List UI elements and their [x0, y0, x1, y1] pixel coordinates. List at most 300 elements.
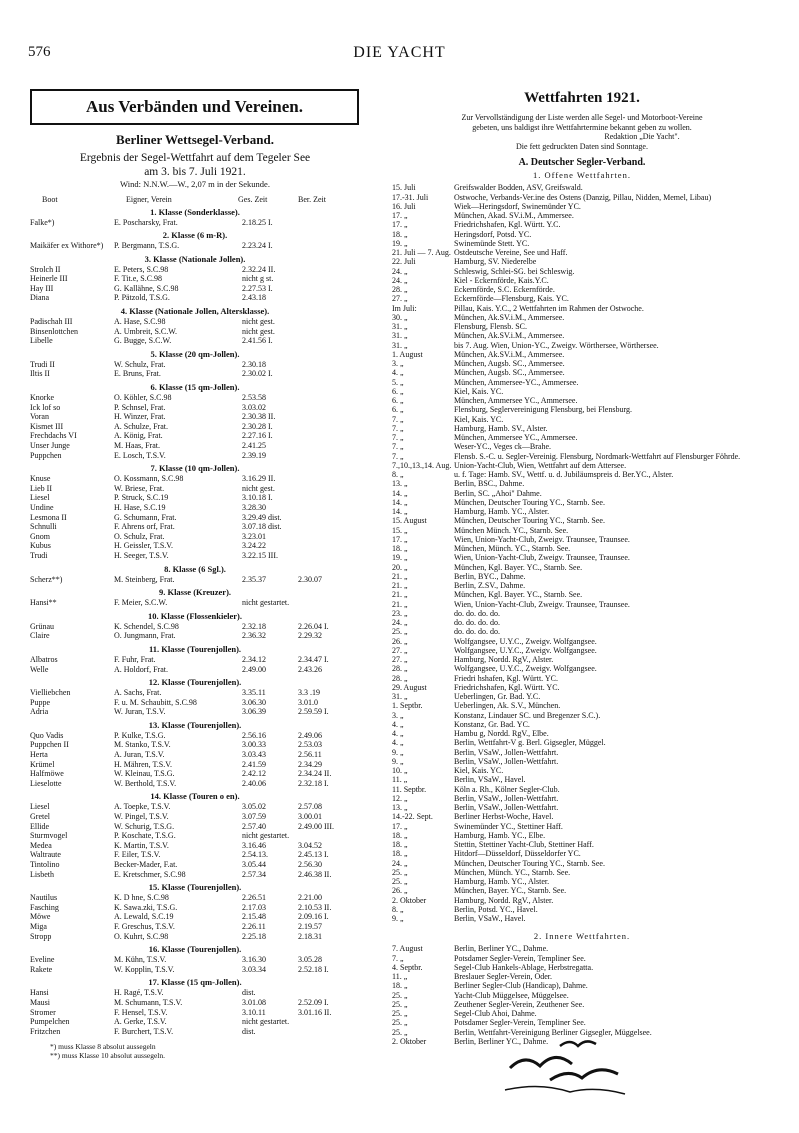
boat-name: Liesel — [30, 802, 50, 812]
boat-name: Maikäfer ex Withore*) — [30, 241, 104, 251]
event-row — [392, 526, 772, 535]
event-row — [392, 405, 772, 414]
owner-club: E. Bruns, Frat. — [114, 369, 161, 379]
event-desc: Greifswalder Bodden, ASV, Greifswald. — [454, 183, 583, 193]
event-row — [392, 350, 772, 359]
owner-club: A. Holdorf, Frat. — [114, 664, 168, 674]
event-date: 18. „ — [392, 849, 408, 859]
event-date: 11. „ — [392, 775, 408, 785]
gesamt-zeit: 3.05.02 — [242, 802, 266, 812]
event-row — [392, 313, 772, 322]
event-desc: München, Ammersee-YC., Ammersee. — [454, 377, 579, 387]
inner-events-list — [392, 944, 772, 1046]
berechnete-zeit — [298, 369, 354, 379]
event-desc: Berlin, Wettfahrt-Vereinigung Berliner Gigsegler, Müggelsee. — [454, 1027, 652, 1037]
owner-club: F. Eiler, T.S.V. — [114, 850, 161, 860]
event-desc: Ostwoche, Verbands-Ver.ine des Ostens (Danzig, Pillau, Nidden, Memel, Libau) — [454, 192, 712, 202]
klasse-heading: 16. Klasse (Tourenjollen). — [148, 944, 242, 955]
event-row — [392, 183, 772, 192]
gesamt-zeit: 3.23.01 — [242, 531, 266, 541]
event-desc: München, Deutscher Touring YC., Starnb. See. — [454, 516, 605, 526]
event-desc: Berliner Segler-Club (Handicap), Dahme. — [454, 981, 588, 991]
event-desc: Kiel - Eckernförde, Kais.Y.C. — [454, 275, 549, 285]
event-desc: Berlin, VSaW., Jollen-Wettfahrt. — [454, 793, 559, 803]
berechnete-zeit: 3.05.28 — [298, 955, 322, 965]
berechnete-zeit: 2.34.24 II. — [298, 769, 332, 779]
event-desc: Weser-YC., Veges ck—Brahe. — [454, 442, 552, 452]
event-date: 9. „ — [392, 756, 404, 766]
gesamt-zeit: 3.06.30 — [242, 697, 266, 707]
event-desc: Eckernförde, S.C. Eckernförde. — [454, 285, 555, 295]
event-desc: Berlin, VSaW., Jollen-Wettfahrt. — [454, 747, 559, 757]
event-date: 14. „ — [392, 497, 408, 507]
event-date: 28. „ — [392, 664, 408, 674]
boat-name: Medea — [30, 840, 52, 850]
event-row — [392, 609, 772, 618]
boat-name: Eveline — [30, 955, 55, 965]
result-row — [30, 1027, 360, 1037]
result-row — [30, 912, 360, 922]
gesamt-zeit: 2.30.28 I. — [242, 421, 273, 431]
right-title: Wettfahrten 1921. — [524, 90, 640, 106]
event-desc: Friedri hshafen, Kgl. Württ. YC. — [454, 673, 558, 683]
owner-club: M. Stanko, T.S.V. — [114, 740, 171, 750]
berechnete-zeit — [298, 284, 354, 294]
result-row — [30, 474, 360, 484]
boat-name: Knorke — [30, 393, 54, 403]
klasse-heading: 8. Klasse (6 Sgl.). — [164, 563, 226, 574]
klasse-heading: 4. Klasse (Nationale Jollen, Altersklasse). — [120, 306, 270, 317]
gesamt-zeit: 2.18.25 I. — [242, 217, 273, 227]
event-row — [392, 757, 772, 766]
event-desc: Breslauer Segler-Verein, Oder. — [454, 972, 553, 982]
result-row — [30, 412, 360, 422]
event-date: 17.-31. Juli — [392, 192, 429, 202]
event-row — [392, 849, 772, 858]
result-row — [30, 802, 360, 812]
boat-name: Iltis II — [30, 369, 50, 379]
event-date: 11. Septbr. — [392, 784, 427, 794]
event-desc: Stettin, Stettiner Yacht-Club, Stettiner Haff. — [454, 840, 594, 850]
berechnete-zeit: 2.49.00 III. — [298, 821, 334, 831]
owner-club: G. Bugge, S.C.W. — [114, 336, 172, 346]
event-row — [392, 470, 772, 479]
event-desc: Kiel, Kais. YC. — [454, 386, 504, 396]
event-row — [392, 618, 772, 627]
event-date: 7. „ — [392, 414, 404, 424]
event-row — [392, 433, 772, 442]
event-row — [392, 304, 772, 313]
berechnete-zeit: 2.29.32 — [298, 631, 322, 641]
boat-name: Stromer — [30, 1007, 56, 1017]
event-desc: Hamburg, Nordd. RgV., Alster. — [454, 655, 554, 665]
owner-club: E. Poscharsky, Frat. — [114, 217, 178, 227]
event-row — [392, 442, 772, 451]
event-date: 17. „ — [392, 220, 408, 230]
event-date: Im Juli: — [392, 303, 417, 313]
flying-seagulls-icon — [500, 1038, 630, 1103]
event-row — [392, 991, 772, 1000]
event-desc: Berlin, Berliner YC., Dahme. — [454, 944, 549, 954]
gesamt-zeit: 2.40.06 — [242, 778, 266, 788]
event-desc: Wiek—Heringsdorf, Swinemünder YC. — [454, 201, 581, 211]
event-desc: Ueberlingen, Ak. S.V., München. — [454, 701, 561, 711]
gesamt-zeit: dist. — [242, 988, 256, 998]
event-desc: Konstanz, Lindauer SC. und Bregenzer S.C.). — [454, 710, 601, 720]
event-desc: Hitdorf—Düsseldorf, Düsseldorfer YC. — [454, 849, 581, 859]
event-date: 25. „ — [392, 990, 408, 1000]
owner-club: W. Pingel, T.S.V. — [114, 812, 169, 822]
result-row — [30, 769, 360, 779]
berechnete-zeit — [298, 831, 354, 841]
gesamt-zeit: 2.39.19 — [242, 450, 266, 460]
event-date: 9. „ — [392, 747, 404, 757]
event-desc: Segel-Club Hankels-Ablage, Herbstregatta. — [454, 962, 594, 972]
boat-name: Heinerle III — [30, 274, 68, 284]
event-desc: Potsdamer Segler-Verein, Templiner See. — [454, 1018, 586, 1028]
section-heading-box: Aus Verbänden und Vereinen. — [30, 89, 359, 125]
event-date: 3. „ — [392, 710, 404, 720]
event-row — [392, 396, 772, 405]
result-row — [30, 218, 360, 228]
event-desc: Berlin, BYC., Dahme. — [454, 571, 526, 581]
berechnete-zeit — [298, 551, 354, 561]
result-row — [30, 327, 360, 337]
boat-name: Puppchen — [30, 450, 62, 460]
berechnete-zeit — [298, 474, 354, 484]
gesamt-zeit: 2.32.18 — [242, 621, 266, 631]
gesamt-zeit: nicht gestartet. — [242, 598, 290, 608]
event-row — [392, 424, 772, 433]
event-date: 18. „ — [392, 840, 408, 850]
result-row — [30, 965, 360, 975]
event-desc: Kiel, Kais. YC. — [454, 414, 504, 424]
event-row — [392, 766, 772, 775]
event-row — [392, 248, 772, 257]
boat-name: Vielliebchen — [30, 688, 71, 698]
running-head: DIE YACHT — [353, 44, 446, 61]
klasse-heading: 12. Klasse (Tourenjollen). — [148, 677, 242, 688]
event-desc: Friedrichshafen, Kgl. Württ. YC. — [454, 682, 560, 692]
boat-name: Adria — [30, 707, 49, 717]
klasse-heading: 5. Klasse (20 qm-Jollen). — [150, 348, 240, 359]
gesamt-zeit: 3.07.18 dist. — [242, 522, 282, 532]
event-row — [392, 646, 772, 655]
gesamt-zeit: 2.54.13. — [242, 850, 268, 860]
result-row — [30, 284, 360, 294]
event-desc: Wolfgangsee, U.Y.C., Zweigv. Wolfgangsee. — [454, 664, 597, 674]
gesamt-zeit: 3.10.11 — [242, 1007, 266, 1017]
event-date: 21. Juli — 7. Aug. — [392, 248, 451, 258]
berechnete-zeit: 2.45.13 I. — [298, 850, 329, 860]
event-row — [392, 664, 772, 673]
gesamt-zeit: 3.28.30 — [242, 502, 266, 512]
berechnete-zeit — [298, 327, 354, 337]
gesamt-zeit: 3.03.34 — [242, 964, 266, 974]
event-desc: Wolfgangsee, U.Y.C., Zweigv. Wolfgangsee. — [454, 645, 597, 655]
boat-name: Ick lof so — [30, 402, 61, 412]
owner-club: O. Köhler, S.C.98 — [114, 393, 172, 403]
event-date: 4. „ — [392, 738, 404, 748]
event-row — [392, 1009, 772, 1018]
event-date: 20. „ — [392, 562, 408, 572]
klasse-heading: 10. Klasse (Flossenkieler). — [148, 610, 242, 621]
gesamt-zeit: 3.03.43 — [242, 750, 266, 760]
klasse-heading: 11. Klasse (Tourenjollen). — [148, 643, 242, 654]
berechnete-zeit: 2.52.09 I. — [298, 997, 329, 1007]
berechnete-zeit — [298, 503, 354, 513]
event-desc: Hambu g, Nordd. RgV., Elbe. — [454, 729, 549, 739]
event-date: 9. „ — [392, 914, 404, 924]
event-date: 26. „ — [392, 636, 408, 646]
gesamt-zeit: 2.43.18 — [242, 293, 266, 303]
event-date: 30. „ — [392, 312, 408, 322]
event-date: 3. „ — [392, 359, 404, 369]
event-date: 1. August — [392, 349, 423, 359]
owner-club: A. König, Frat. — [114, 431, 163, 441]
event-row — [392, 655, 772, 664]
event-desc: Zeuthener Segler-Verein, Zeuthener See. — [454, 999, 585, 1009]
boat-name: Puppe — [30, 697, 50, 707]
result-row — [30, 760, 360, 770]
event-desc: Eckernförde—Flensburg, Kais. YC. — [454, 294, 569, 304]
event-date: 31. „ — [392, 692, 408, 702]
event-date: 28. „ — [392, 673, 408, 683]
open-events-list — [392, 183, 772, 923]
event-desc: Hamburg, SV. Niederelbe — [454, 257, 537, 267]
result-row — [30, 598, 360, 608]
result-row — [30, 493, 360, 503]
event-desc: München, Kgl. Bayer. YC., Starnb. See. — [454, 590, 583, 600]
event-date: 25. „ — [392, 1009, 408, 1019]
result-row — [30, 336, 360, 346]
event-date: 2. Oktober — [392, 1036, 427, 1046]
boat-name: Herta — [30, 750, 48, 760]
result-row — [30, 503, 360, 513]
result-row — [30, 293, 360, 303]
gesamt-zeit: 2.26.51 — [242, 893, 266, 903]
wind-info: Wind: N.N.W.—W., 2,07 m in der Sekunde. — [120, 179, 270, 189]
berechnete-zeit: 3.01.0 — [298, 697, 318, 707]
gesamt-zeit: 3.03.02 — [242, 402, 266, 412]
event-desc: Wolfgangsee, U.Y.C., Zweigv. Wolfgangsee. — [454, 636, 597, 646]
owner-club: E. Losch, T.S.V. — [114, 450, 166, 460]
col-eigner: Eigner, Verein — [126, 194, 172, 204]
boat-name: Frechdachs VI — [30, 431, 77, 441]
owner-club: A. Juran, T.S.V. — [114, 750, 165, 760]
result-row — [30, 779, 360, 789]
gesamt-zeit: 2.41.59 — [242, 759, 266, 769]
berechnete-zeit — [298, 265, 354, 275]
event-date: 6. „ — [392, 396, 404, 406]
owner-club: H. Hase, S.C.19 — [114, 502, 166, 512]
result-row — [30, 241, 360, 251]
boat-name: Sturmvogel — [30, 831, 68, 841]
boat-name: Falke*) — [30, 217, 55, 227]
boat-name: Möwe — [30, 912, 51, 922]
berechnete-zeit: 3.3 .19 — [298, 688, 320, 698]
klasse-heading: 6. Klasse (15 qm-Jollen). — [150, 382, 240, 393]
event-row — [392, 711, 772, 720]
col-ges-zeit: Ges. Zeit — [238, 194, 268, 204]
result-row — [30, 369, 360, 379]
owner-club: E. Kretschmer, S.C.98 — [114, 869, 186, 879]
event-row — [392, 415, 772, 424]
event-desc: Berlin, SC. „Ahoi" Dahme. — [454, 488, 542, 498]
event-row — [392, 794, 772, 803]
berechnete-zeit: 2.19.57 — [298, 921, 322, 931]
event-desc: Union-Yacht-Club, Wien, Wettfahrt auf dem Attersee. — [454, 460, 627, 470]
event-desc: Wien, Union-Yacht-Club, Zweigv. Traunsee, Traunsee. — [454, 534, 630, 544]
event-date: 25. „ — [392, 867, 408, 877]
gesamt-zeit: 2.23.24 I. — [242, 241, 273, 251]
berechnete-zeit — [298, 988, 354, 998]
gesamt-zeit: nicht gestartet. — [242, 831, 290, 841]
gesamt-zeit: 3.16.29 II. — [242, 474, 276, 484]
event-desc: München, Augsb. SC., Ammersee. — [454, 359, 565, 369]
boat-name: Rakete — [30, 964, 53, 974]
boat-name: Hansi** — [30, 598, 57, 608]
left-subtitle-2: am 3. bis 7. Juli 1921. — [144, 166, 246, 178]
owner-club: W. Briese, Frat. — [114, 483, 165, 493]
event-date: 23. „ — [392, 608, 408, 618]
event-date: 25. „ — [392, 627, 408, 637]
berechnete-zeit: 2.52.18 I. — [298, 964, 329, 974]
event-date: 7. „ — [392, 451, 404, 461]
event-desc: Pillau, Kais. Y.C., 2 Wettfahrten im Rahmen der Ostwoche. — [454, 303, 644, 313]
event-date: 7. August — [392, 944, 423, 954]
gesamt-zeit: 2.30.18 — [242, 359, 266, 369]
berechnete-zeit: 3.01.16 II. — [298, 1007, 332, 1017]
event-row — [392, 581, 772, 590]
owner-club: P. Struck, S.C.19 — [114, 493, 169, 503]
result-row — [30, 860, 360, 870]
event-row — [392, 896, 772, 905]
event-desc: Ueberlingen, Gr. Bad. Y.C. — [454, 692, 541, 702]
result-row — [30, 988, 360, 998]
owner-club: Becker-Mader, F.at. — [114, 860, 178, 869]
klasse-heading: 9. Klasse (Kreuzer). — [158, 587, 232, 598]
event-date: 8. „ — [392, 904, 404, 914]
event-desc: Berlin, VSaW., Havel. — [454, 914, 526, 924]
event-row — [392, 981, 772, 990]
col-boot: Boot — [42, 194, 58, 204]
gesamt-zeit: 2.41.56 I. — [242, 336, 273, 346]
event-row — [392, 267, 772, 276]
result-row — [30, 317, 360, 327]
event-row — [392, 544, 772, 553]
event-row — [392, 516, 772, 525]
berechnete-zeit — [298, 431, 354, 441]
gesamt-zeit: 2.42.12 — [242, 769, 266, 779]
footnotes — [30, 1042, 360, 1060]
event-date: 16. Juli — [392, 201, 416, 211]
event-date: 7. „ — [392, 953, 404, 963]
event-desc: Berlin, VSaW., Jollen-Wettfahrt. — [454, 756, 559, 766]
event-date: 6. „ — [392, 405, 404, 415]
berechnete-zeit: 2.57.08 — [298, 802, 322, 812]
result-row — [30, 841, 360, 851]
event-row — [392, 729, 772, 738]
event-row — [392, 905, 772, 914]
event-desc: Köln a. Rh., Kölner Segler-Club. — [454, 784, 560, 794]
subsection-inner-heading: 2. Innere Wettfahrten. — [533, 931, 631, 942]
boat-name: Grünau — [30, 621, 54, 631]
event-desc: Wien, Union-Yacht-Club, Zweigv. Traunsee, Traunsee. — [454, 599, 630, 609]
berechnete-zeit — [298, 451, 354, 461]
boat-name: Trudi II — [30, 359, 55, 369]
result-row — [30, 393, 360, 403]
owner-club: P. Bergmann, T.S.G. — [114, 241, 180, 251]
berechnete-zeit: 2.34.29 — [298, 759, 322, 769]
event-desc: Berlin, VSaW., Havel. — [454, 775, 526, 785]
gesamt-zeit: 3.00.33 — [242, 740, 266, 750]
boat-name: Hansi — [30, 988, 49, 998]
berechnete-zeit — [298, 493, 354, 503]
result-row — [30, 750, 360, 760]
event-desc: Hamburg, Nordd. RgV., Alster. — [454, 895, 554, 905]
owner-club: P. Kulke, T.S.G. — [114, 730, 166, 740]
event-desc: München, Ak.SV.i.M., Ammersee. — [454, 312, 565, 322]
boat-name: Diana — [30, 293, 50, 303]
results-list — [30, 207, 360, 1037]
berechnete-zeit — [298, 541, 354, 551]
result-row — [30, 441, 360, 451]
event-row — [392, 692, 772, 701]
berechnete-zeit — [298, 522, 354, 532]
event-desc: Flensburg, Flensb. SC. — [454, 322, 527, 332]
event-row — [392, 674, 772, 683]
event-date: 19. „ — [392, 238, 408, 248]
owner-club: F. Tit.e, S.C.98 — [114, 274, 163, 284]
berechnete-zeit: 2.53.03 — [298, 740, 322, 750]
boat-name: Lesmona II — [30, 512, 67, 522]
event-desc: Wien, Union-Yacht-Club, Zweigv. Traunsee, Traunsee. — [454, 553, 630, 563]
owner-club: F. Greschus, T.S.V. — [114, 921, 175, 931]
gesamt-zeit: 3.01.08 — [242, 997, 266, 1007]
result-row — [30, 522, 360, 532]
owner-club: O. Kossmann, S.C.98 — [114, 474, 184, 484]
event-date: 4. Septbr. — [392, 962, 423, 972]
gesamt-zeit: 3.10.18 I. — [242, 493, 273, 503]
boat-name: Gretel — [30, 812, 50, 822]
boat-name: Scherz**) — [30, 574, 63, 584]
footnote-1: *) muss Klasse 8 absolut aussegeln — [50, 1042, 156, 1052]
result-row — [30, 360, 360, 370]
berechnete-zeit — [298, 317, 354, 327]
result-row — [30, 922, 360, 932]
boat-name: Ellide — [30, 821, 50, 831]
event-date: 25. „ — [392, 999, 408, 1009]
event-row — [392, 276, 772, 285]
event-row — [392, 812, 772, 821]
owner-club: M. Schumann, T.S.V. — [114, 997, 183, 1007]
result-row — [30, 484, 360, 494]
event-desc: Berlin, BSC., Dahme. — [454, 479, 525, 489]
result-row — [30, 1008, 360, 1018]
gesamt-zeit: 2.34.12 — [242, 654, 266, 664]
boat-name: Waltraute — [30, 850, 61, 860]
event-row — [392, 285, 772, 294]
result-row — [30, 631, 360, 641]
boat-name: Undine — [30, 502, 54, 512]
owner-club: A. Toepke, T.S.V. — [114, 802, 171, 812]
result-row — [30, 274, 360, 284]
event-row — [392, 452, 772, 461]
owner-club: K. D hne, S.C.98 — [114, 893, 169, 903]
event-desc: Hamburg, Hamb. YC., Elbe. — [454, 830, 546, 840]
boat-name: Nautilus — [30, 893, 58, 903]
